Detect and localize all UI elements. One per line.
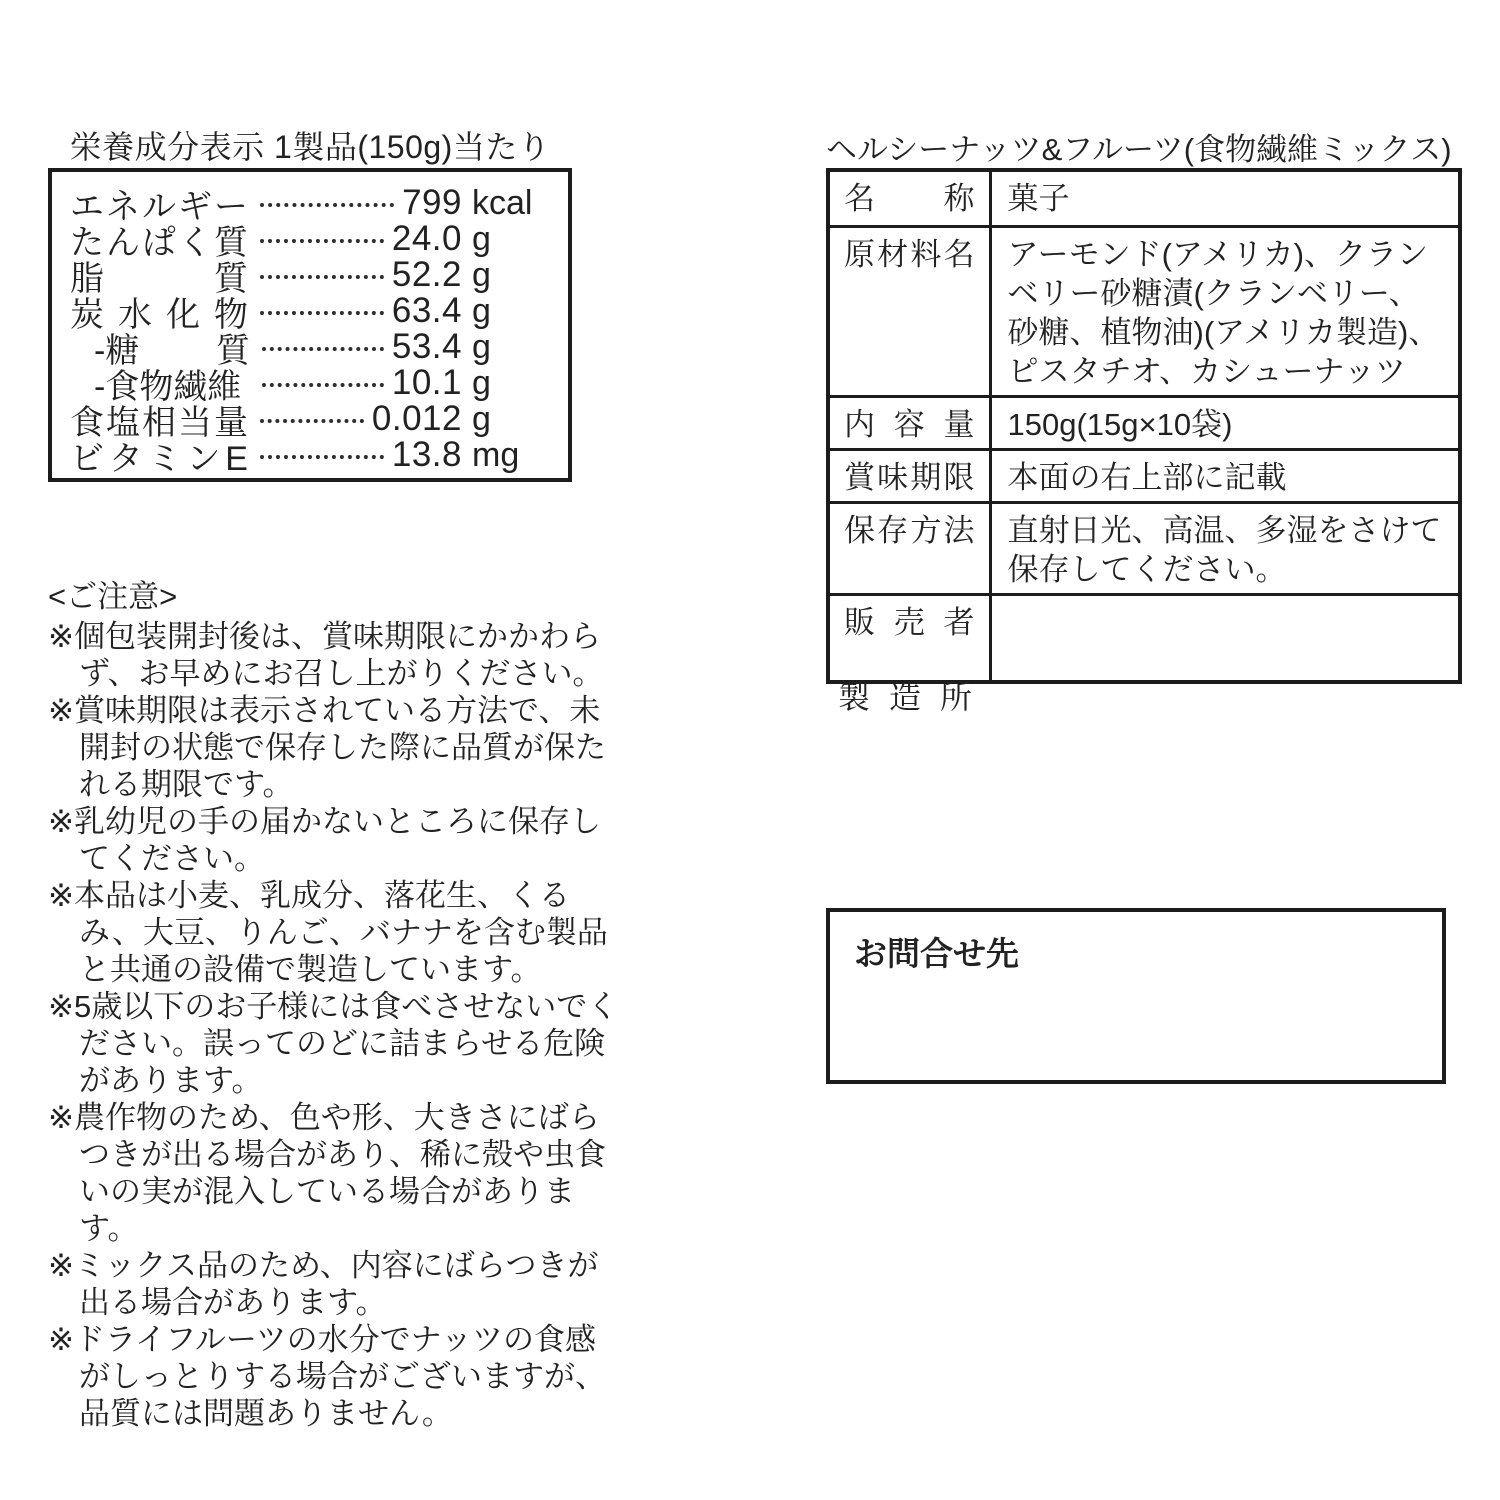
caution-note: ※ミックス品のため、内容にばらつきが出る場合があります。 bbox=[48, 1248, 599, 1320]
dotted-leader bbox=[260, 275, 384, 279]
nutrition-facts-table bbox=[48, 168, 572, 482]
table-row-best-before bbox=[828, 449, 1460, 502]
contact-heading: お問合せ先 bbox=[854, 935, 1019, 972]
nutrient-value: 0.012 bbox=[371, 399, 462, 438]
caution-note: ※ドライフルーツの水分でナッツの食感がしっとりする場合がございますが、品質には問題ありません。 bbox=[48, 1322, 606, 1431]
nutrition-facts-title: 栄養成分表示 1製品(150g)当たり bbox=[69, 129, 551, 165]
nutrient-value: 24.0 bbox=[391, 219, 462, 258]
row-value: 菓子 bbox=[990, 170, 1460, 226]
nutrient-name: -食物繊維 bbox=[94, 367, 242, 406]
nutrient-name: エネルギー bbox=[70, 187, 248, 226]
nutrient-unit: g bbox=[472, 291, 491, 330]
contact-box bbox=[826, 908, 1446, 1084]
product-info-table bbox=[826, 168, 1462, 684]
dotted-leader bbox=[262, 347, 384, 351]
caution-note: ※5歳以下のお子様には食べさせないでください。誤ってのどに詰まらせる危険があります。 bbox=[48, 989, 619, 1098]
nutrient-name: ビタミンE bbox=[70, 439, 248, 478]
nutrient-unit: g bbox=[472, 363, 491, 402]
nutrient-name: 炭水化物 bbox=[70, 295, 248, 334]
caution-note: ※乳幼児の手の届かないところに保存してください。 bbox=[48, 804, 601, 876]
table-row-storage bbox=[828, 502, 1460, 594]
row-label: 原材料名 bbox=[828, 226, 990, 396]
row-label: 保存方法 bbox=[828, 502, 990, 594]
row-value bbox=[990, 594, 1460, 682]
nutrient-name: 食塩相当量 bbox=[70, 403, 248, 442]
row-label: 名称 bbox=[828, 170, 990, 226]
nutrient-unit: mg bbox=[472, 435, 520, 474]
dotted-leader bbox=[260, 419, 364, 423]
row-label: 販売者 bbox=[828, 594, 990, 682]
row-label: 内容量 bbox=[828, 396, 990, 449]
nutrient-name: たんぱく質 bbox=[70, 223, 248, 262]
caution-note: ※農作物のため、色や形、大きさにばらつきが出る場合があり、稀に殻や虫食いの実が混入している場合があります。 bbox=[48, 1100, 606, 1246]
nutrient-value: 13.8 bbox=[391, 435, 462, 474]
nutrient-value: 63.4 bbox=[391, 291, 462, 330]
caution-note: ※個包装開封後は、賞味期限にかかわらず、お早めにお召し上がりください。 bbox=[48, 619, 604, 691]
dotted-leader bbox=[260, 311, 384, 315]
row-value: アーモンド(アメリカ)、クランベリー砂糖漬(クランベリー、砂糖、植物油)(アメリカ製造)、ピスタチオ、カシューナッツ bbox=[990, 226, 1460, 396]
product-title: ヘルシーナッツ&フルーツ(食物繊維ミックス) bbox=[826, 132, 1452, 167]
nutrient-name: -糖 質 bbox=[94, 331, 250, 370]
nutrient-unit: g bbox=[472, 219, 491, 258]
caution-notes bbox=[48, 578, 624, 1432]
manufacturing-site-label: 製造所 bbox=[838, 679, 972, 715]
row-value: 本面の右上部に記載 bbox=[990, 449, 1460, 502]
nutrition-row-vitamin-e bbox=[70, 435, 550, 478]
row-value: 直射日光、高温、多湿をさけて保存してください。 bbox=[990, 502, 1460, 594]
dotted-leader bbox=[260, 455, 384, 459]
caution-note: ※本品は小麦、乳成分、落花生、くるみ、大豆、りんご、バナナを含む製品と共通の設備で製造しています。 bbox=[48, 878, 608, 987]
table-row-net-content bbox=[828, 396, 1460, 449]
caution-note: ※賞味期限は表示されている方法で、未開封の状態で保存した際に品質が保たれる期限です。 bbox=[48, 693, 606, 802]
nutrient-value: 10.1 bbox=[391, 363, 462, 402]
nutrient-unit: kcal bbox=[472, 183, 533, 222]
table-row-ingredients bbox=[828, 226, 1460, 396]
dotted-leader bbox=[260, 203, 394, 207]
nutrient-unit: g bbox=[472, 327, 491, 366]
nutrient-value: 799 bbox=[402, 183, 462, 222]
nutrient-unit: g bbox=[472, 399, 491, 438]
nutrient-name: 脂質 bbox=[70, 259, 248, 298]
nutrient-unit: g bbox=[472, 255, 491, 294]
caution-heading: <ご注意> bbox=[48, 579, 178, 614]
dotted-leader bbox=[260, 239, 384, 243]
row-label: 賞味期限 bbox=[828, 449, 990, 502]
table-row-name bbox=[828, 170, 1460, 226]
nutrient-value: 53.4 bbox=[391, 327, 462, 366]
row-value: 150g(15g×10袋) bbox=[990, 396, 1460, 449]
nutrient-value: 52.2 bbox=[391, 255, 462, 294]
table-row-seller bbox=[828, 594, 1460, 682]
dotted-leader bbox=[262, 383, 384, 387]
